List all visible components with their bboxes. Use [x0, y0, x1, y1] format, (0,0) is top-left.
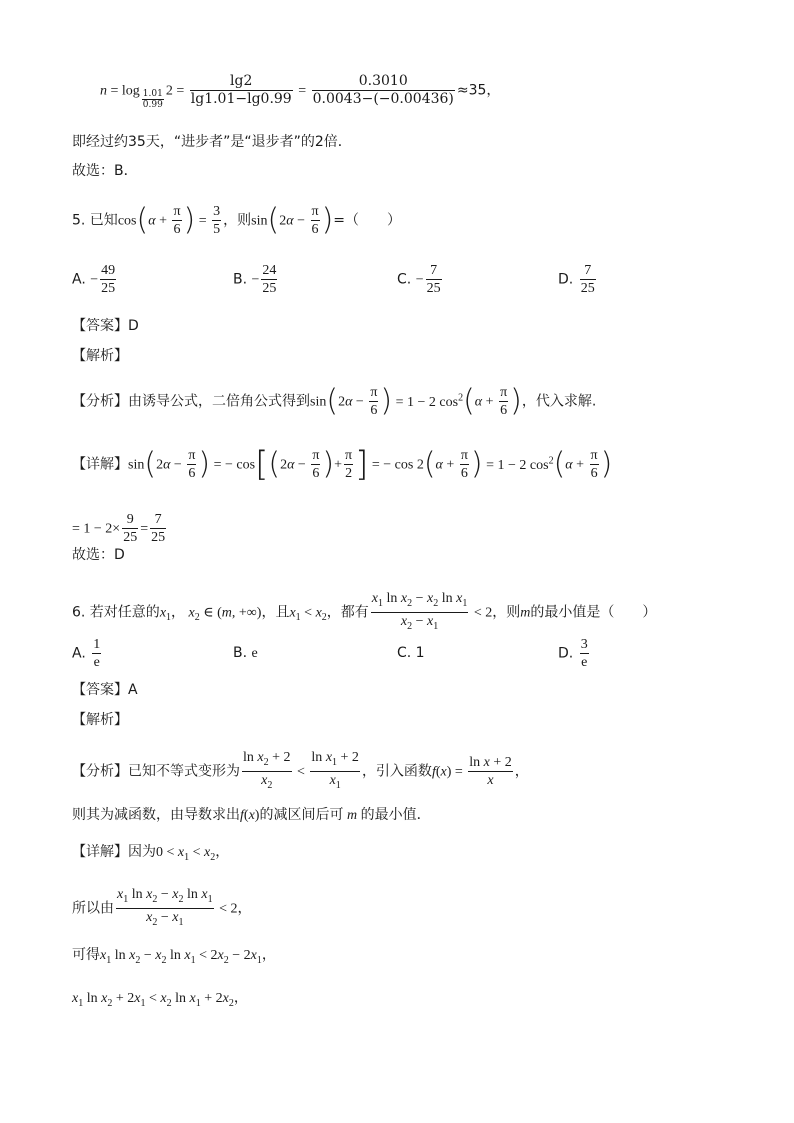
frac-numeric: $\frac{0.3010}{0.0043-(-0.00436)}$: [312, 73, 454, 107]
q5-choose: 故选：D: [72, 547, 125, 563]
q6-answer: 【答案】A: [72, 682, 138, 698]
q6-fenxi-end: ，: [514, 763, 529, 780]
q6-xiangjie-prefix: 【详解】因为: [72, 844, 156, 860]
q6-l5-suffix: ，: [261, 947, 276, 963]
q6-fenxi-line2: 则其为减函数，由导数求出f(x)的减区间后可 m 的最小值．: [72, 807, 431, 823]
solution-line-3: 故选：B．: [72, 163, 138, 179]
q6-option-b[interactable]: [233, 645, 258, 662]
q6-line4: 所以由 $\frac{x_1 \ln x_2 - x_2 \ln x_1}{x_2 - x_1}$ < 2，: [72, 887, 252, 928]
solution-line-1-formula: n = log $\frac{1.01}{0.99}$ 2 = $\frac{\lg 2}{\lg 1.01-\lg 0.99}$ = $\frac{0.3010}{0.0043-(-0.00436)}$ ≈35，: [100, 73, 501, 110]
q6-xiangjie: 【详解】因为$0 < x_1 < x_2$，: [72, 844, 230, 863]
q6-mid3: ，都有: [326, 604, 369, 621]
opt-label: D.: [558, 645, 574, 662]
q5-xiangjie-cont: = 1 − 2× $\frac{9}{25}$ = $\frac{7}{25}$: [72, 512, 166, 545]
q6-l5-prefix: 可得: [72, 947, 100, 963]
q5-mid: ，则: [223, 212, 252, 229]
q5-option-a[interactable]: A. − $\frac{49}{25}$: [72, 263, 116, 296]
q6-fenxi: 【分析】已知不等式变形为 $\frac{\ln x_2 + 2}{x_2}$ < $\frac{\ln x_1 + 2}{x_1}$ ，引入函数f(x) = $\frac{\text{ln x + 2}}{x}$ ，: [72, 750, 529, 791]
q5-fenxi-prefix: 【分析】由诱导公式，二倍角公式得到: [72, 393, 310, 410]
q6-line6: $x_1$ $\ln x_2 + 2x_1 < x_2$ $\ln x_1 + 2x_2$，: [72, 990, 248, 1009]
opt-label: A.: [72, 645, 86, 662]
q6-xiangjie-suffix: ，: [215, 844, 230, 860]
q5-stem: 5. 已知cos(α + $\frac{\pi}{6}$ ) = $\frac{3}{5}$ ，则sin(2α − $\frac{\pi}{6}$ )=（ ）: [72, 202, 402, 238]
q5-blank: =（ ）: [333, 212, 402, 229]
q5-xiangjie-prefix: 【详解】: [72, 456, 128, 473]
q6-l2-suffix: 的最小值．: [360, 807, 431, 823]
q6-jiexi: 【解析】: [72, 712, 128, 728]
q5-prefix: 5. 已知: [72, 212, 118, 229]
text-approx: ≈35，: [456, 82, 501, 99]
q6-l2-prefix: 则其为减函数，由导数求出: [72, 807, 240, 823]
q6-option-c[interactable]: C. 1: [397, 645, 425, 661]
log-base-frac: $\frac{1.01}{0.99}$: [142, 88, 163, 110]
q6-option-d[interactable]: D. $\frac{3}{e}$: [558, 637, 588, 670]
q6-mid2: ，且: [261, 604, 290, 621]
q6-prefix: 6. 若对任意的: [72, 604, 160, 621]
q6-suffix: ，则: [492, 604, 521, 621]
opt-label: B.: [233, 271, 248, 288]
q6-option-a[interactable]: A. $\frac{1}{e}$: [72, 637, 101, 670]
q6-stem: 6. 若对任意的$x_1$， $x_2$ ∈ (m, +∞)，且$x_1 < x_2$，都有 $\frac{x_1 \ln x_2 - x_2 \ln x_1}{x_2 - x_1}$ < 2，则m的最小值是（ ）: [72, 591, 657, 632]
q5-option-d[interactable]: D. $\frac{7}{25}$: [558, 263, 595, 296]
q6-l2-mid: 的减区间后可: [259, 807, 344, 823]
frac-lg2: $\frac{\lg 2}{\lg 1.01-\lg 0.99}$: [190, 73, 292, 107]
q6-suffix2: 的最小值是（ ）: [530, 604, 657, 621]
q5-fenxi: 【分析】由诱导公式，二倍角公式得到sin(2α − $\frac{\pi}{6}$ ) = 1 − 2 $\cos^2(\alpha$ + $\frac{\pi}{6}$ )，代入求解.: [72, 383, 597, 419]
q6-line5: 可得$x_1$ $\ln x_2 - x_2$ $\ln x_1 < 2x_2 - 2x_1$，: [72, 947, 276, 966]
opt-label: D.: [558, 271, 574, 288]
q6-l4-prefix: 所以由: [72, 900, 114, 917]
opt-label: C.: [397, 271, 412, 288]
q6-l4-suffix: ，: [237, 900, 252, 917]
solution-line-2: 即经过约35天，“进步者”是“退步者”的2倍．: [72, 134, 352, 150]
q6-mid1: ，: [171, 604, 186, 621]
q6-l6-suffix: ，: [233, 990, 248, 1006]
opt-label: B.: [233, 645, 248, 661]
q5-option-c[interactable]: C. − $\frac{7}{25}$: [397, 263, 441, 296]
opt-label: A.: [72, 271, 86, 288]
q6-fenxi-mid: ，引入函数: [361, 763, 432, 780]
q5-xiangjie: 【详解】sin(2α − $\frac{\pi}{6}$ ) = − cos[(2α − $\frac{\pi}{6}$ )+ $\frac{\pi}{2}$ ] = − cos 2(α + $\frac{\pi}{6}$ ) = 1 − 2 $\cos^2(\alpha$ + $\frac{\pi}{6}$ ): [72, 444, 613, 485]
q5-answer: 【答案】D: [72, 318, 139, 334]
q6-fenxi-prefix: 【分析】已知不等式变形为: [72, 763, 240, 780]
q5-jiexi: 【解析】: [72, 348, 128, 364]
q5-fenxi-suffix: ，代入求解.: [521, 393, 597, 410]
q5-option-b[interactable]: B. − $\frac{24}{25}$: [233, 263, 277, 296]
opt-value: e: [251, 646, 258, 661]
